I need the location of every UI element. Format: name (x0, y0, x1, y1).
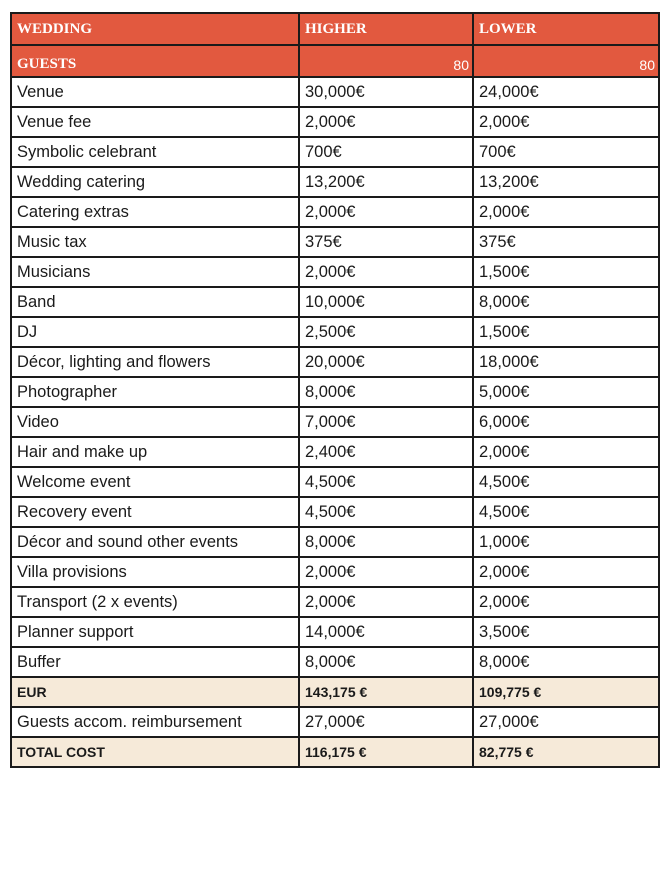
table-row (11, 167, 659, 197)
cost-higher-value: 8,000€ (299, 527, 473, 557)
table-row (11, 527, 659, 557)
cost-lower-value: 3,500€ (473, 617, 659, 647)
table-row (11, 317, 659, 347)
table-row (11, 77, 659, 107)
cost-item-label: Welcome event (11, 467, 299, 497)
cost-lower-value: 1,000€ (473, 527, 659, 557)
total-label: TOTAL COST (11, 737, 299, 767)
cost-higher-value: 8,000€ (299, 377, 473, 407)
table-row (11, 467, 659, 497)
cost-item-label: Recovery event (11, 497, 299, 527)
cost-item-label: Photographer (11, 377, 299, 407)
cost-higher-value: 10,000€ (299, 287, 473, 317)
cost-lower-value: 5,000€ (473, 377, 659, 407)
budget-table (10, 12, 660, 768)
table-row (11, 497, 659, 527)
header-higher: HIGHER (299, 13, 473, 45)
cost-lower-value: 4,500€ (473, 497, 659, 527)
eur-label: EUR (11, 677, 299, 707)
cost-lower-value: 2,000€ (473, 587, 659, 617)
cost-item-label: Décor, lighting and flowers (11, 347, 299, 377)
cost-lower-value: 4,500€ (473, 467, 659, 497)
cost-lower-value: 18,000€ (473, 347, 659, 377)
cost-lower-value: 8,000€ (473, 647, 659, 677)
cost-item-label: Catering extras (11, 197, 299, 227)
cost-item-label: Venue (11, 77, 299, 107)
cost-rows (11, 77, 659, 677)
cost-lower-value: 700€ (473, 137, 659, 167)
cost-item-label: Band (11, 287, 299, 317)
cost-item-label: Music tax (11, 227, 299, 257)
cost-item-label: Décor and sound other events (11, 527, 299, 557)
eur-subtotal-row (11, 677, 659, 707)
header-lower: LOWER (473, 13, 659, 45)
table-row (11, 407, 659, 437)
cost-item-label: Planner support (11, 617, 299, 647)
cost-item-label: Musicians (11, 257, 299, 287)
guests-higher: 80 (299, 45, 473, 77)
cost-higher-value: 2,000€ (299, 107, 473, 137)
eur-higher: 143,175 € (299, 677, 473, 707)
table-row (11, 557, 659, 587)
cost-lower-value: 6,000€ (473, 407, 659, 437)
table-row (11, 347, 659, 377)
cost-higher-value: 2,500€ (299, 317, 473, 347)
table-row (11, 587, 659, 617)
cost-lower-value: 2,000€ (473, 197, 659, 227)
table-row (11, 647, 659, 677)
cost-higher-value: 4,500€ (299, 497, 473, 527)
cost-item-label: Transport (2 x events) (11, 587, 299, 617)
cost-higher-value: 30,000€ (299, 77, 473, 107)
cost-higher-value: 2,000€ (299, 587, 473, 617)
reimbursement-row (11, 707, 659, 737)
total-cost-row (11, 737, 659, 767)
guests-label: GUESTS (11, 45, 299, 77)
cost-item-label: Video (11, 407, 299, 437)
total-lower: 82,775 € (473, 737, 659, 767)
cost-item-label: Hair and make up (11, 437, 299, 467)
guests-lower: 80 (473, 45, 659, 77)
reimbursement-label: Guests accom. reimbursement (11, 707, 299, 737)
cost-higher-value: 2,000€ (299, 197, 473, 227)
guests-row (11, 45, 659, 77)
cost-higher-value: 7,000€ (299, 407, 473, 437)
table-row (11, 257, 659, 287)
cost-lower-value: 1,500€ (473, 317, 659, 347)
eur-lower: 109,775 € (473, 677, 659, 707)
cost-higher-value: 13,200€ (299, 167, 473, 197)
table-row (11, 197, 659, 227)
cost-higher-value: 4,500€ (299, 467, 473, 497)
cost-lower-value: 2,000€ (473, 557, 659, 587)
table-row (11, 287, 659, 317)
cost-lower-value: 375€ (473, 227, 659, 257)
cost-lower-value: 24,000€ (473, 77, 659, 107)
cost-item-label: DJ (11, 317, 299, 347)
cost-item-label: Venue fee (11, 107, 299, 137)
cost-item-label: Symbolic celebrant (11, 137, 299, 167)
table-row (11, 617, 659, 647)
cost-higher-value: 8,000€ (299, 647, 473, 677)
cost-lower-value: 1,500€ (473, 257, 659, 287)
cost-lower-value: 8,000€ (473, 287, 659, 317)
cost-lower-value: 13,200€ (473, 167, 659, 197)
cost-higher-value: 14,000€ (299, 617, 473, 647)
cost-lower-value: 2,000€ (473, 437, 659, 467)
table-row (11, 227, 659, 257)
cost-higher-value: 20,000€ (299, 347, 473, 377)
total-higher: 116,175 € (299, 737, 473, 767)
cost-lower-value: 2,000€ (473, 107, 659, 137)
cost-higher-value: 375€ (299, 227, 473, 257)
cost-item-label: Villa provisions (11, 557, 299, 587)
header-row (11, 13, 659, 45)
table-row (11, 437, 659, 467)
cost-higher-value: 2,000€ (299, 557, 473, 587)
reimbursement-lower: 27,000€ (473, 707, 659, 737)
header-wedding: WEDDING (11, 13, 299, 45)
cost-higher-value: 700€ (299, 137, 473, 167)
cost-higher-value: 2,000€ (299, 257, 473, 287)
table-row (11, 137, 659, 167)
cost-higher-value: 2,400€ (299, 437, 473, 467)
cost-item-label: Buffer (11, 647, 299, 677)
reimbursement-higher: 27,000€ (299, 707, 473, 737)
table-row (11, 377, 659, 407)
cost-item-label: Wedding catering (11, 167, 299, 197)
table-row (11, 107, 659, 137)
